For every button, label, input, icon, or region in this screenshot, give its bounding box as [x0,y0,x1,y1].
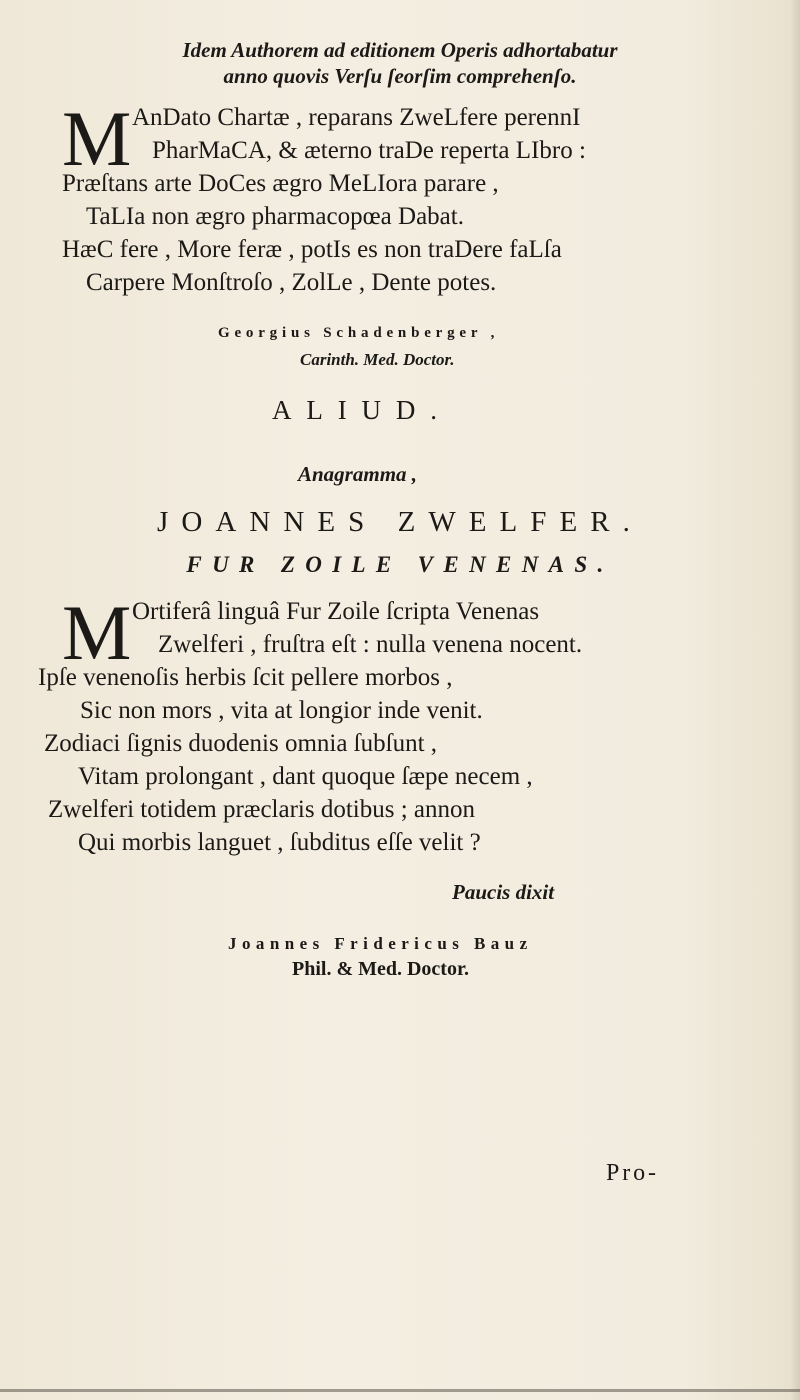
poem-line: AnDato Chartæ , reparans ZweLfere perennI [132,104,581,131]
closing-paucis-dixit: Paucis dixit [452,880,555,904]
poem-line: TaLIa non ægro pharmacopœa Dabat. [86,203,464,230]
poem-line: Præſtans arte DoCes ægro MeLIora parare , [62,170,499,197]
poem-line: Sic non mors , vita at longior inde venit. [80,697,483,724]
poem-line: Zwelferi , fruſtra eſt : nulla venena nocent. [158,631,583,658]
catchword: Pro- [606,1160,659,1186]
poem-line: Carpere Monſtroſo , ZolLe , Dente potes. [86,269,497,296]
closing-signature-title: Phil. & Med. Doctor. [292,958,470,980]
poem-line: Ipſe venenoſis herbis ſcit pellere morbos , [38,664,453,691]
heading-line-1: Idem Authorem ad editionem Operis adhortabatur [182,38,618,62]
signature-title: Carinth. Med. Doctor. [300,350,455,369]
anagram-label: Anagramma , [298,462,418,486]
poem-line: Vitam prolongant , dant quoque ſæpe necem , [78,763,533,790]
drop-cap-initial: M [62,95,132,182]
page-edge-shadow [790,0,800,1400]
poem-line: HæC fere , More feræ , potIs es non traDere faLſa [62,236,562,263]
signature-name: Georgius Schadenberger , [218,325,500,341]
poem-line: Qui morbis languet , ſubditus eſſe velit ? [78,829,481,856]
poem-line: PharMaCA, & æterno traDe reperta LIbro : [152,137,586,164]
anagram-name: JOANNES ZWELFER. [157,506,643,538]
poem-line: Zwelferi totidem præclaris dotibus ; annon [48,796,475,823]
anagram-result: FUR ZOILE VENENAS. [186,552,614,577]
poem-line: Zodiaci ſignis duodenis omnia ſubſunt , [44,730,438,757]
heading-line-2: anno quovis Verſu ſeorſim comprehenſo. [223,64,577,88]
page-bottom-edge [0,1389,800,1392]
drop-cap-initial: M [62,589,132,676]
closing-signature-name: Joannes Fridericus Bauz [228,934,533,953]
section-heading-aliud: ALIUD. [272,395,452,425]
poem-line: Ortiferâ linguâ Fur Zoile ſcripta Venenas [132,598,540,625]
